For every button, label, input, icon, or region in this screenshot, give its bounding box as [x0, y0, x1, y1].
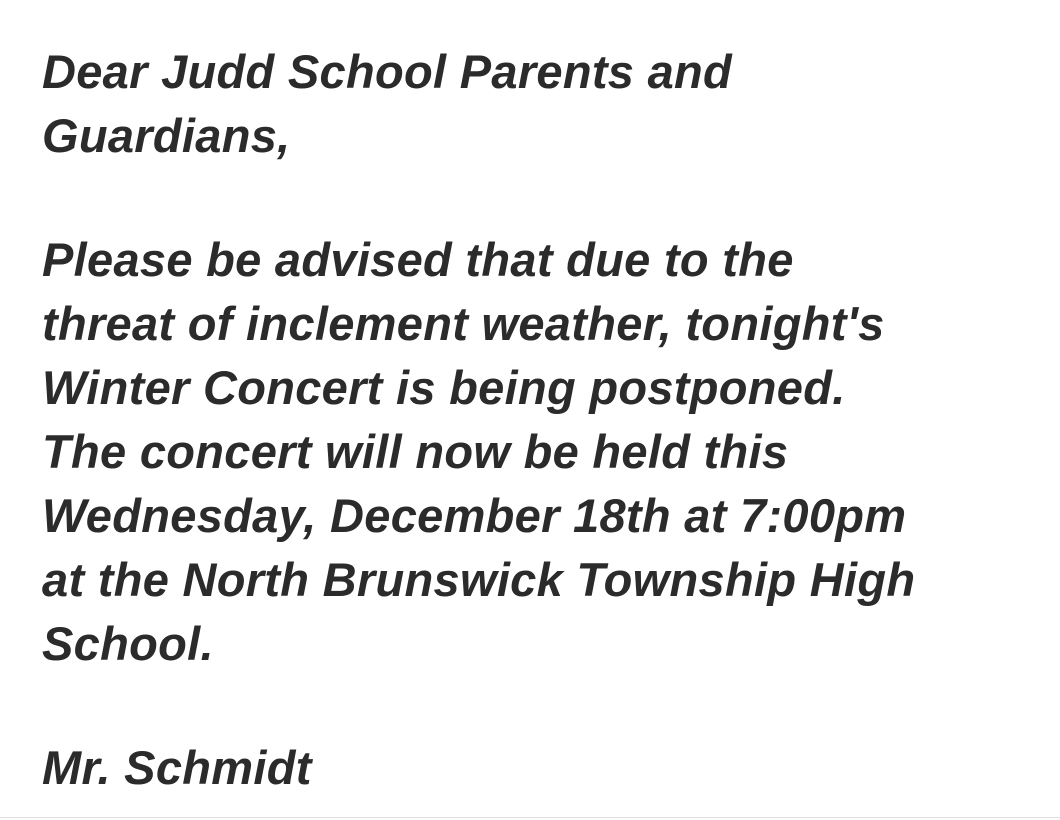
signature: Mr. Schmidt	[42, 741, 312, 794]
announcement-line: School.	[42, 617, 214, 670]
paragraph-gap	[42, 168, 1032, 228]
announcement-line: at the North Brunswick Township High	[42, 553, 916, 606]
bottom-divider	[0, 817, 1060, 818]
greeting-line: Guardians,	[42, 109, 291, 162]
announcement-line: threat of inclement weather, tonight's	[42, 297, 885, 350]
announcement-paragraph	[42, 228, 1032, 676]
announcement-line: Winter Concert is being postponed.	[42, 361, 846, 414]
message-body	[42, 40, 1032, 800]
announcement-line: The concert will now be held this	[42, 425, 789, 478]
paragraph-gap	[42, 676, 1032, 736]
greeting-line: Dear Judd School Parents and	[42, 45, 733, 98]
greeting	[42, 40, 1032, 168]
announcement-line: Please be advised that due to the	[42, 233, 794, 286]
announcement-line: Wednesday, December 18th at 7:00pm	[42, 489, 907, 542]
